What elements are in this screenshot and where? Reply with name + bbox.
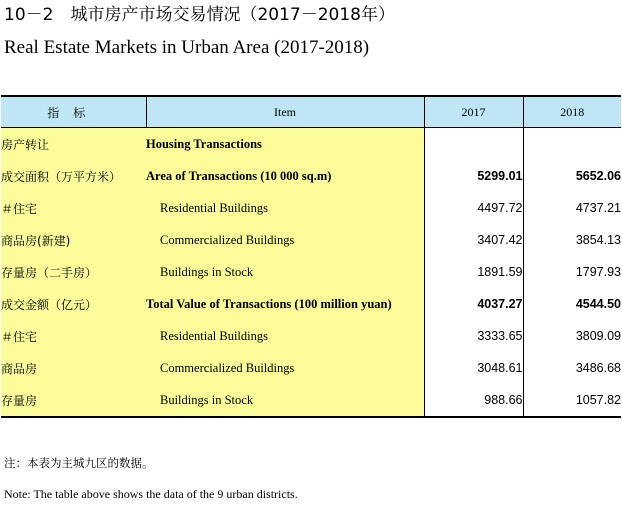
table-row [1,320,621,352]
row-label-english: Commercialized Buildings [146,352,424,384]
row-label-chinese: 商品房(新建) [1,224,146,256]
value-2018: 3854.13 [575,233,621,247]
value-2018: 5652.06 [575,169,621,183]
value-2018 [523,128,621,161]
value-2017: 3048.61 [424,352,523,384]
row-label-english: Residential Buildings [146,320,424,352]
row-label-chinese: 存量房（二手房） [1,256,146,288]
real-estate-table [1,95,621,418]
header-year-2018: 2018 [523,96,621,128]
table-row [1,384,621,417]
table-row [1,192,621,224]
row-label-chinese: 成交面积（万平方米） [1,160,146,192]
row-label-chinese: 成交金额（亿元） [1,288,146,320]
row-label-chinese: ＃住宅 [1,320,146,352]
header-year-2017: 2017 [424,96,523,128]
table-row [1,288,621,320]
value-2017: 988.66 [424,384,523,417]
header-item: Item [146,96,424,128]
row-label-chinese: 存量房 [1,384,146,417]
value-2017: 3333.65 [424,320,523,352]
table-row [1,352,621,384]
table-header-row [1,96,621,128]
value-2018: 1797.93 [575,265,621,279]
row-label-chinese: 商品房 [1,352,146,384]
header-indicator: 指标 [1,96,146,128]
value-2017: 4037.27 [424,288,523,320]
table-row [1,128,621,161]
value-2018: 1057.82 [523,384,621,417]
value-2017: 5299.01 [424,160,523,192]
value-2017 [424,128,523,161]
row-label-english: Total Value of Transactions (100 million yuan) [146,288,424,320]
value-2017: 1891.59 [424,256,523,288]
value-2018: 4737.21 [575,201,621,215]
table-row [1,256,621,288]
table-row [1,224,621,256]
row-label-english: Commercialized Buildings [146,224,424,256]
value-2018: 3809.09 [575,329,621,343]
page-title-english: Real Estate Markets in Urban Area (2017-2018) [4,37,370,58]
value-2017: 4497.72 [424,192,523,224]
row-label-english: Housing Transactions [146,128,424,161]
page-title-chinese: 10－2 城市房产市场交易情况（2017－2018年） [4,5,395,25]
row-label-chinese: 房产转让 [1,128,146,161]
table-row [1,160,621,192]
footnote-chinese: 注：本表为主城九区的数据。 [4,456,154,470]
row-label-chinese: ＃住宅 [1,192,146,224]
row-label-english: Residential Buildings [146,192,424,224]
row-label-english: Buildings in Stock [146,256,424,288]
value-2018: 3486.68 [575,361,621,375]
row-label-english: Area of Transactions (10 000 sq.m) [146,160,424,192]
footnote-english: Note: The table above shows the data of the 9 urban districts. [4,487,298,501]
row-label-english: Buildings in Stock [146,384,424,417]
value-2017: 3407.42 [424,224,523,256]
value-2018: 4544.50 [575,297,621,311]
